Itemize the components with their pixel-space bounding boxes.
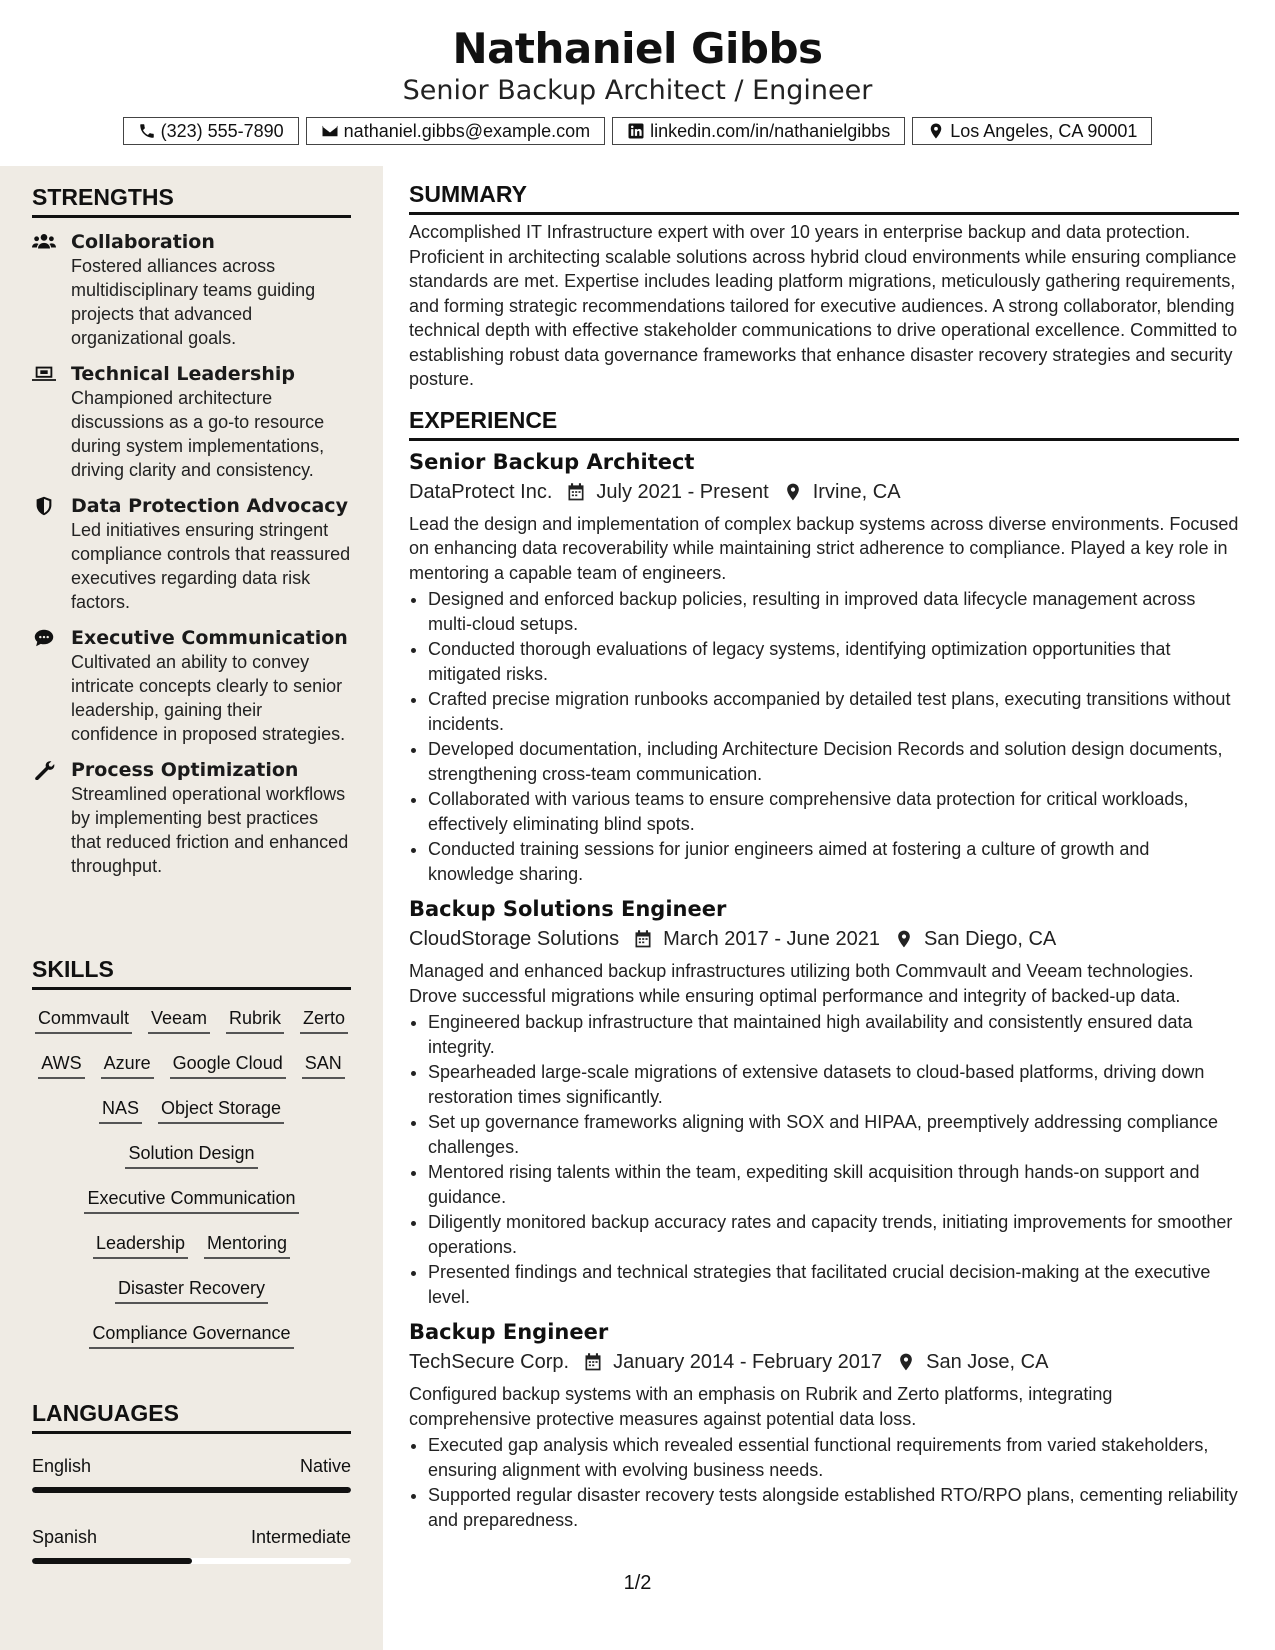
language-item	[32, 1527, 351, 1564]
users-icon	[32, 232, 56, 252]
language-item	[32, 1456, 351, 1493]
strength-title: Collaboration	[71, 231, 215, 253]
strength-title: Data Protection Advocacy	[71, 495, 348, 517]
job-bullets	[409, 1433, 1239, 1532]
strength-title: Technical Leadership	[71, 363, 295, 385]
job-entry	[409, 1318, 1239, 1532]
job-summary: Configured backup systems with an emphasis on Rubrik and Zerto platforms, integrating comprehensive protective measures against potential data loss.	[409, 1384, 1113, 1429]
candidate-title: Senior Backup Architect / Engineer	[402, 75, 873, 106]
strength-desc: Cultivated an ability to convey intricate concepts clearly to senior leadership, gaining their confidence in proposed strategies.	[71, 652, 346, 744]
job-bullet: • Crafted precise migration runbooks accompanied by detailed test plans, executing transitions without incidents.	[428, 687, 1239, 736]
job-bullet: • Set up governance frameworks aligning with SOX and HIPAA, preemptively addressing compliance challenges.	[428, 1110, 1239, 1159]
job-bullet: • Developed documentation, including Architecture Decision Records and solution design documents, strengthening cross-team communication.	[428, 737, 1239, 786]
main-content	[409, 180, 1239, 1533]
shield-icon	[32, 496, 56, 516]
calendar-icon	[583, 1352, 603, 1372]
job-bullet: • Supported regular disaster recovery tests alongside established RTO/RPO plans, cementing reliability and preparedness.	[428, 1483, 1239, 1532]
job-location: Irvine, CA	[812, 480, 901, 503]
skills-list	[32, 998, 351, 1358]
job-title: Backup Engineer	[409, 1320, 609, 1344]
skill-tag: Commvault	[35, 1007, 132, 1034]
job-meta	[409, 925, 1239, 953]
language-name: Spanish	[32, 1527, 98, 1547]
skills-heading: SKILLS	[32, 955, 351, 990]
job-dates: July 2021 - Present	[596, 480, 769, 503]
summary-text: Accomplished IT Infrastructure expert with over 10 years in enterprise backup and data protection. Proficient in architecting scalable solutions across hybrid cloud environments while ensuring compliance standards are met. Expertise includes leading platform migrations, meticulously gathering requirements, and forming strategic recommendations tailored for executive audiences. A strong collaborator, blending technical depth with effective stakeholder communications to drive operational excellence. Committed to establishing robust data governance frameworks that enhance disaster recovery strategies and security posture.	[409, 222, 1238, 389]
skill-tag: Executive Communication	[84, 1187, 298, 1214]
job-bullet: • Presented findings and technical strategies that facilitated crucial decision-making at the executive level.	[428, 1260, 1239, 1309]
page-number: 1/2	[623, 1572, 652, 1594]
job-bullets	[409, 1010, 1239, 1309]
comment-icon	[32, 628, 56, 648]
job-bullet: • Spearheaded large-scale migrations of extensive datasets to cloud-based platforms, driving down restoration times significantly.	[428, 1060, 1239, 1109]
languages-section	[32, 1399, 351, 1564]
job-dates: March 2017 - June 2021	[663, 928, 880, 950]
contact-bar	[0, 117, 1275, 145]
skill-tag: Object Storage	[158, 1097, 284, 1124]
phone-text: (323) 555-7890	[160, 120, 284, 141]
job-company: CloudStorage Solutions	[409, 928, 620, 950]
wrench-icon	[32, 760, 56, 780]
job-meta	[409, 478, 1239, 506]
strength-desc: Championed architecture discussions as a go-to resource during system implementations, driving clarity and consistency.	[71, 388, 325, 480]
job-bullet: • Designed and enforced backup policies, resulting in improved data lifecycle management across multi-cloud setups.	[428, 587, 1239, 636]
skill-tag: Google Cloud	[170, 1052, 286, 1079]
resume-header	[0, 0, 1275, 166]
language-level: Native	[299, 1456, 351, 1476]
skill-tag: Rubrik	[226, 1007, 284, 1034]
skill-tag: Compliance Governance	[89, 1322, 293, 1349]
job-summary: Lead the design and implementation of complex backup systems across diverse environments. Focused on enhancing data recoverability while maintaining strict adherence to compliance. Played a key role in mentoring a capable team of engineers.	[409, 513, 1239, 583]
job-entry	[409, 895, 1239, 1309]
calendar-icon	[566, 482, 586, 502]
strength-item	[32, 626, 351, 746]
skill-tag: Solution Design	[125, 1142, 257, 1169]
job-location: San Jose, CA	[926, 1351, 1049, 1373]
language-name: English	[32, 1456, 92, 1476]
skill-tag: SAN	[302, 1052, 345, 1079]
skill-tag: Leadership	[93, 1232, 188, 1259]
experience-heading: EXPERIENCE	[409, 406, 1239, 441]
skill-tag: Mentoring	[204, 1232, 290, 1259]
calendar-icon	[633, 929, 653, 949]
language-level: Intermediate	[250, 1527, 351, 1547]
strength-item	[32, 362, 351, 482]
strength-item	[32, 758, 351, 878]
linkedin-text: linkedin.com/in/nathanielgibbs	[650, 120, 891, 141]
language-proficiency-bar	[32, 1558, 351, 1564]
language-proficiency-fill	[32, 1558, 192, 1564]
strength-desc: Fostered alliances across multidisciplinary teams guiding projects that advanced organizational goals.	[71, 256, 316, 348]
location-text: Los Angeles, CA 90001	[950, 120, 1138, 141]
contact-phone[interactable]	[123, 117, 299, 145]
envelope-icon	[321, 122, 339, 140]
summary-heading: SUMMARY	[409, 180, 1239, 215]
skill-tag: Azure	[101, 1052, 154, 1079]
strength-desc: Streamlined operational workflows by implementing best practices that reduced friction and enhanced throughput.	[71, 784, 349, 876]
job-bullet: • Diligently monitored backup accuracy rates and capacity trends, initiating improvements for smoother operations.	[428, 1210, 1239, 1259]
contact-email[interactable]	[306, 117, 605, 145]
job-summary: Managed and enhanced backup infrastructures utilizing both Commvault and Veeam technologies. Drove successful migrations while ensuring optimal performance and integrity of backed-up data.	[409, 961, 1194, 1006]
strengths-heading: STRENGTHS	[32, 183, 351, 218]
contact-location	[912, 117, 1152, 145]
map-pin-icon	[927, 122, 945, 140]
job-bullet: • Conducted training sessions for junior engineers aimed at fostering a culture of growth and knowledge sharing.	[428, 837, 1239, 886]
linkedin-icon	[627, 122, 645, 140]
job-bullet: • Collaborated with various teams to ensure comprehensive data protection for critical workloads, effectively eliminating blind spots.	[428, 787, 1239, 836]
strengths-section	[32, 183, 351, 878]
languages-heading: LANGUAGES	[32, 1399, 351, 1434]
contact-linkedin[interactable]	[612, 117, 905, 145]
job-dates: January 2014 - February 2017	[613, 1351, 883, 1373]
phone-icon	[138, 122, 156, 140]
job-bullet: • Conducted thorough evaluations of legacy systems, identifying optimization opportunities that mitigated risks.	[428, 637, 1239, 686]
job-company: DataProtect Inc.	[409, 480, 553, 503]
job-title: Backup Solutions Engineer	[409, 897, 727, 921]
skill-tag: Veeam	[148, 1007, 210, 1034]
job-entry	[409, 448, 1239, 887]
language-proficiency-bar	[32, 1487, 351, 1493]
skill-tag: Disaster Recovery	[115, 1277, 268, 1304]
strength-item	[32, 494, 351, 614]
email-text: nathaniel.gibbs@example.com	[343, 120, 591, 141]
skill-tag: NAS	[99, 1097, 142, 1124]
job-company: TechSecure Corp.	[409, 1351, 570, 1373]
skills-section	[32, 955, 351, 1358]
strength-desc: Led initiatives ensuring stringent compliance controls that reassured executives regarding data risk factors.	[71, 520, 351, 612]
candidate-name: Nathaniel Gibbs	[452, 24, 823, 73]
job-bullets	[409, 587, 1239, 886]
laptop-icon	[32, 364, 56, 384]
map-pin-icon	[894, 929, 914, 949]
map-pin-icon	[783, 482, 803, 502]
sidebar	[0, 166, 383, 1650]
language-proficiency-fill	[32, 1487, 351, 1493]
strength-title: Executive Communication	[71, 627, 348, 649]
job-meta	[409, 1348, 1239, 1376]
job-location: San Diego, CA	[923, 928, 1057, 950]
job-bullet: • Mentored rising talents within the team, expediting skill acquisition through hands-on support and guidance.	[428, 1160, 1239, 1209]
skill-tag: Zerto	[300, 1007, 348, 1034]
strength-title: Process Optimization	[71, 759, 299, 781]
job-bullet: • Engineered backup infrastructure that maintained high availability and consistently ensured data integrity.	[428, 1010, 1239, 1059]
job-bullet: • Executed gap analysis which revealed essential functional requirements from varied stakeholders, ensuring alignment with evolving business needs.	[428, 1433, 1239, 1482]
skill-tag: AWS	[38, 1052, 84, 1079]
map-pin-icon	[896, 1352, 916, 1372]
strength-item	[32, 230, 351, 350]
job-title: Senior Backup Architect	[409, 449, 695, 474]
